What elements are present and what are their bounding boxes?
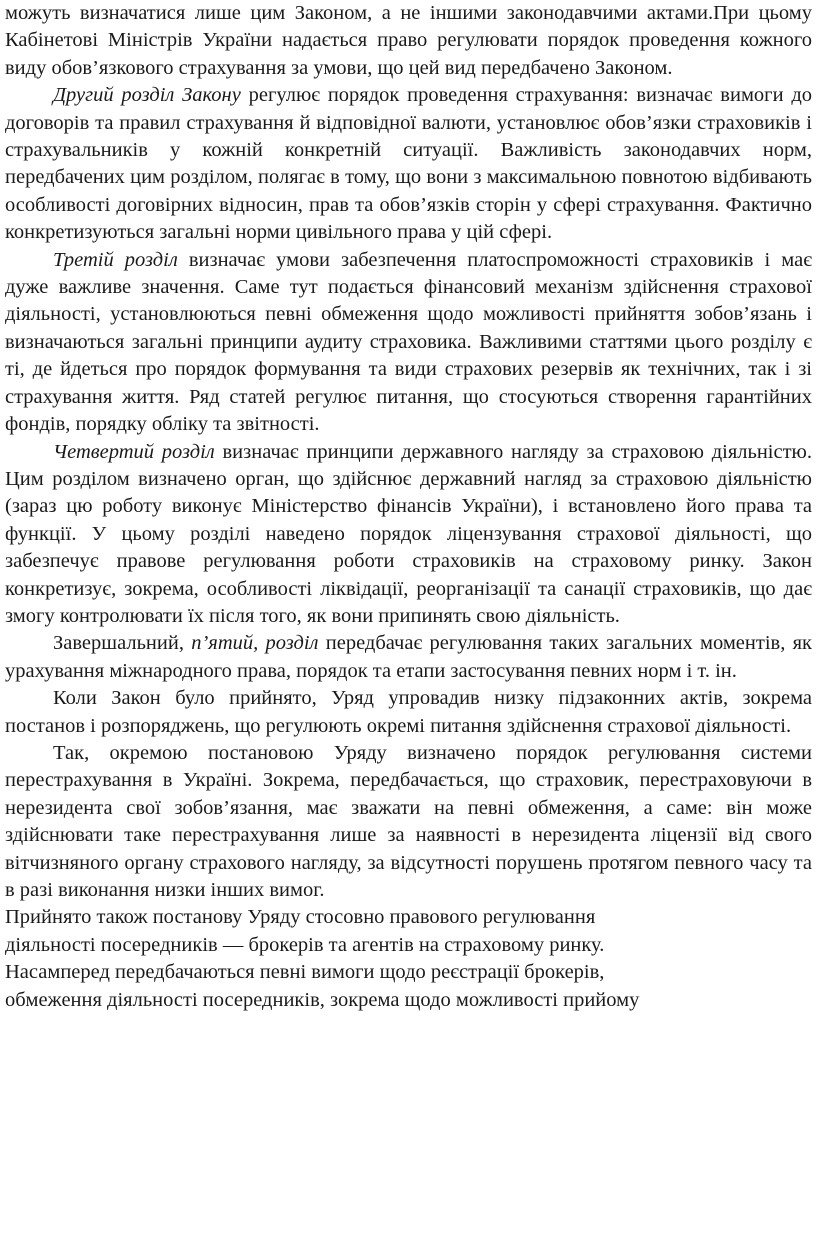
text-run: Завершальний, — [53, 632, 192, 655]
paragraph-p3 — [5, 247, 812, 439]
italic-run: Четвертий розділ — [53, 440, 215, 463]
paragraph-p1 — [5, 0, 812, 82]
text-run: Коли Закон було прийнято, Уряд упровадив низку підзаконних актів, зокрема постанов і розпоряджень, що регулюють окремі питання здійснення страхової діяльності. — [5, 687, 812, 737]
text-run: визначає умови забезпечення платоспроможності страховиків і має дуже важливе значення. Саме тут подається фінансовий механізм здійснення страхової діяльності, установлюються певні обмеження щодо можливості прийняття зобов’язань і визначаються загальні принципи аудиту страховика. Важливими статтями цього розділу є ті, де йдеться про порядок формування та види страхових резервів як технічних, так і зі страхування життя. Ряд статей регулює питання, що стосуються створення гарантійних фондів, порядку обліку та звітності. — [5, 248, 813, 436]
paragraph-p6 — [5, 685, 812, 740]
italic-run: Третій розділ — [53, 248, 178, 271]
text-run: Так, окремою постановою Уряду визначено порядок регулювання системи перестрахування в Україні. Зокрема, передбачається, що страховик, перестраховуючи в нерезидента свої зобов’язання, має зважати на певні обмеження, а саме: він може здійснювати таке перестрахування лише за наявності в нерезидента ліцензії від свого вітчизняного органу страхового нагляду, за відсутності порушень протягом певного часу та в разі виконання низки інших вимог. — [5, 741, 812, 901]
paragraph-p2 — [5, 82, 812, 246]
trailing-paragraph — [5, 904, 812, 1014]
text-run: регулює порядок проведення страхування: визначає вимоги до договорів та правил страхування й відповідної валюти, установлює обов’язки страховиків і страхувальників у кожній конкретній ситуації. Важливість законодавчих норм, передбачених цим розділом, полягає в тому, що вони з максимальною повнотою відбивають особливості договірних відносин, прав та обов’язків сторін у сфері страхування. Фактично конкретизуються загальні норми цивільного права у цій сфері. — [5, 84, 813, 244]
paragraph-p4 — [5, 439, 812, 631]
italic-run: п’ятий, розділ — [191, 632, 319, 655]
text-run: передбачає регулювання таких загальних моментів, як урахування міжнародного права, порядок та етапи застосування певних норм і т. ін. — [5, 632, 812, 682]
italic-run: Другий розділ Закону — [53, 84, 241, 107]
text-line: Прийнято також постанову Уряду стосовно правового регулювання — [5, 906, 596, 929]
text-run: можуть визначатися лише цим Законом, а не іншими законодавчими актами.При цьому Кабінетові Міністрів України надається право регулювати порядок проведення кожного виду обов’язкового страхування за умови, що цей вид передбачено Законом. — [5, 2, 812, 79]
paragraph-p5 — [5, 630, 812, 685]
text-line: діяльності посередників — брокерів та агентів на страховому ринку. — [5, 933, 605, 956]
text-line: обмеження діяльності посередників, зокрема щодо можливості прийому — [5, 988, 640, 1011]
paragraph-p7 — [5, 740, 812, 904]
text-run: визначає принципи державного нагляду за страховою діяльністю. Цим розділом визначено орган, що здійснює державний нагляд за страховою діяльністю (зараз цю роботу виконує Міністерство фінансів України), і встановлено його права та функції. У цьому розділі наведено порядок ліцензування страхової діяльності, що забезпечує правове регулювання роботи страховиків на страховому ринку. Закон конкретизує, зокрема, особливості ліквідації, реорганізації та санації страховиків, що дає змогу контролювати їх після того, як вони припинять свою діяльність. — [5, 440, 812, 627]
document-body — [5, 0, 812, 904]
text-line: Насамперед передбачаються певні вимоги щодо реєстрації брокерів, — [5, 961, 605, 984]
